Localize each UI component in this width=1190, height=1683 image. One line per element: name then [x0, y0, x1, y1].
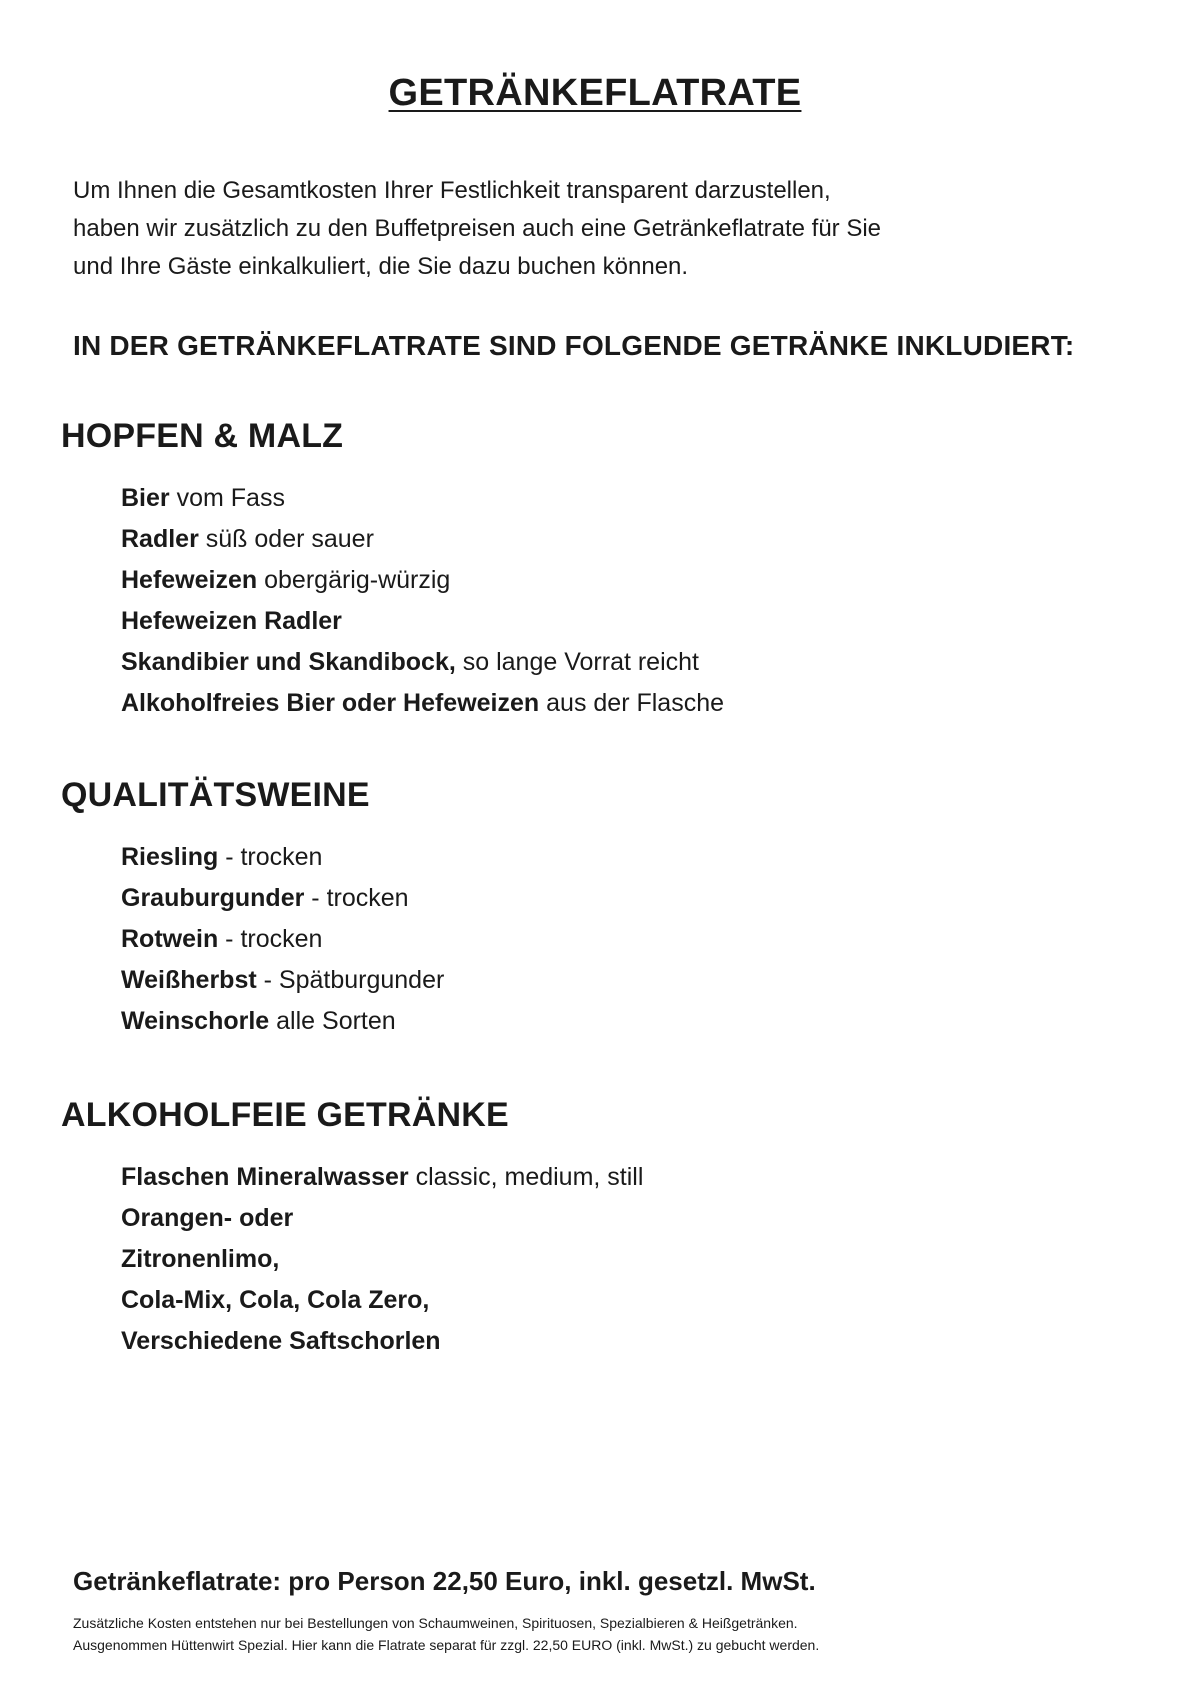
drink-item: [121, 601, 724, 642]
drink-list: [61, 1157, 643, 1362]
drink-item: [121, 837, 444, 878]
drink-item: [121, 642, 724, 683]
drink-list: [61, 837, 444, 1042]
drink-name: Hefeweizen: [121, 566, 258, 594]
footnote-line: Ausgenommen Hüttenwirt Spezial. Hier kann die Flatrate separat für zzgl. 22,50 EURO (inkl. MwSt.) zu gebucht werden.: [73, 1637, 820, 1653]
intro-line: haben wir zusätzlich zu den Buffetpreisen auch eine Getränkeflatrate für Sie: [73, 215, 882, 242]
page-title: GETRÄNKEFLATRATE: [388, 72, 802, 114]
drink-item: [121, 1239, 643, 1280]
drink-name: Weinschorle: [121, 1007, 270, 1035]
drink-name: Alkoholfreies Bier oder Hefeweizen: [121, 689, 540, 717]
drink-item: [121, 560, 724, 601]
section-heading: HOPFEN & MALZ: [61, 417, 344, 455]
drink-item: [121, 1157, 643, 1198]
section-hopfen-malz: [61, 417, 724, 724]
intro-line: und Ihre Gäste einkalkuliert, die Sie dazu buchen können.: [73, 253, 689, 280]
drink-name: Cola-Mix, Cola, Cola Zero,: [121, 1286, 430, 1314]
drink-name: Flaschen Mineralwasser: [121, 1163, 409, 1191]
section-heading: QUALITÄTSWEINE: [61, 776, 370, 814]
footnote-line: Zusätzliche Kosten entstehen nur bei Bestellungen von Schaumweinen, Spirituosen, Spezialbieren & Heißgetränken.: [73, 1615, 798, 1631]
drink-name: Orangen- oder: [121, 1204, 294, 1232]
drink-detail: alle Sorten: [276, 1007, 396, 1035]
drink-detail: süß oder sauer: [205, 525, 374, 553]
included-heading: IN DER GETRÄNKEFLATRATE SIND FOLGENDE GETRÄNKE INKLUDIERT:: [73, 330, 1075, 361]
intro-line: Um Ihnen die Gesamtkosten Ihrer Festlichkeit transparent darzustellen,: [73, 177, 831, 204]
drink-detail: so lange Vorrat reicht: [462, 648, 699, 676]
drink-item: [121, 1280, 643, 1321]
drink-item: [121, 1001, 444, 1042]
drink-name: Riesling: [121, 843, 219, 871]
drink-detail: - trocken: [311, 884, 409, 912]
drink-detail: classic, medium, still: [415, 1163, 644, 1191]
drink-name: Verschiedene Saftschorlen: [121, 1327, 441, 1355]
drink-item: [121, 960, 444, 1001]
drink-name: Skandibier und Skandibock,: [121, 648, 456, 676]
drink-name: Rotwein: [121, 925, 219, 953]
drink-detail: - Spätburgunder: [263, 966, 445, 994]
drink-list: [61, 478, 724, 724]
drink-name: Radler: [121, 525, 199, 553]
drink-detail: - trocken: [225, 925, 323, 953]
drink-detail: - trocken: [225, 843, 323, 871]
drink-detail: aus der Flasche: [546, 689, 725, 717]
drink-item: [121, 919, 444, 960]
drink-item: [121, 683, 724, 724]
drink-name: Weißherbst: [121, 966, 257, 994]
price-line: Getränkeflatrate: pro Person 22,50 Euro, inkl. gesetzl. MwSt.: [73, 1566, 816, 1596]
section-heading: ALKOHOLFEIE GETRÄNKE: [61, 1096, 509, 1134]
section-alkoholfreie-getraenke: [61, 1096, 643, 1362]
intro-paragraph: [73, 172, 1093, 286]
drink-name: Grauburgunder: [121, 884, 305, 912]
drink-detail: obergärig-würzig: [264, 566, 451, 594]
drink-name: Zitronenlimo,: [121, 1245, 280, 1273]
drink-name: Bier: [121, 484, 170, 512]
footnotes: [73, 1612, 819, 1656]
drink-item: [121, 1321, 643, 1362]
drink-item: [121, 478, 724, 519]
drink-item: [121, 1198, 643, 1239]
drink-item: [121, 519, 724, 560]
drink-detail: vom Fass: [176, 484, 285, 512]
drink-name: Hefeweizen Radler: [121, 607, 342, 635]
section-qualitaetsweine: [61, 776, 444, 1042]
drink-item: [121, 878, 444, 919]
